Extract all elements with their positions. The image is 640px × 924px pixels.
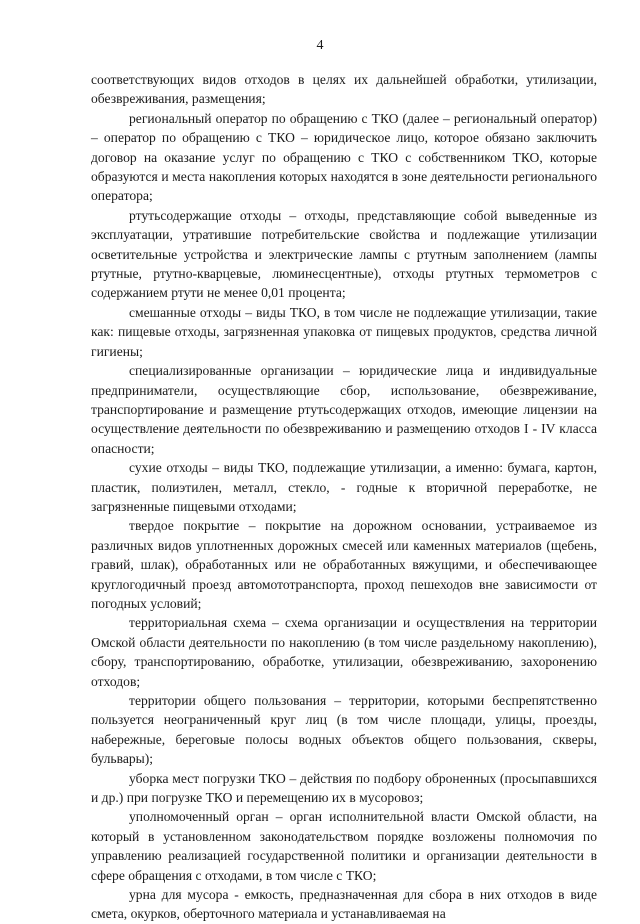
document-body [91,70,597,924]
paragraph-loading-cleanup: уборка мест погрузки ТКО – действия по подбору оброненных (просыпавшихся и др.) при погрузке ТКО и перемещению их в мусоровоз; [91,770,597,806]
paragraph-hard-surface: твердое покрытие – покрытие на дорожном основании, устраиваемое из различных видов уплотненных дорожных смесей или каменных материалов (щебень, гравий, шлак), обработанных или не обработанных вяжущими, и обеспечивающее круглогодичный проезд автомототранспорта, проход пешеходов вне зависимости от погодных условий; [91,518,597,611]
paragraph-territorial-scheme: территориальная схема – схема организации и осуществления на территории Омской области деятельности по накоплению (в том числе раздельному накоплению), сбору, транспортированию, обработке, утилизации, обезвреживанию, захоронению отходов; [91,615,597,689]
paragraph-authorized-body: уполномоченный орган – орган исполнительной власти Омской области, на который в установленном законодательством порядке возложены полномочия по управлению реализацией государственной политики и организации деятельности в сфере обращения с отходами, в том числе с ТКО; [91,809,597,883]
paragraph-mercury-waste: ртутьсодержащие отходы – отходы, представляющие собой выведенные из эксплуатации, утратившие потребительские свойства и подлежащие утилизации осветительные устройства и электрические лампы с ртутным заполнением (лампы ртутные, ртутно-кварцевые, люминесцентные), отходы ртутных термометров с содержанием ртути не менее 0,01 процента; [91,207,597,301]
paragraph-mixed-waste: смешанные отходы – виды ТКО, в том числе не подлежащие утилизации, такие как: пищевые отходы, загрязненная упаковка от пищевых продуктов, средства личной гигиены; [91,304,597,359]
paragraph-public-territories: территории общего пользования – территории, которыми беспрепятственно пользуется неограниченный круг лиц (в том числе площади, улицы, проезды, набережные, береговые полосы водных объектов общего пользования, скверы, бульвары); [91,693,597,767]
page-number: 4 [316,38,324,53]
paragraph-specialized-organizations: специализированные организации – юридические лица и индивидуальные предприниматели, осуществляющие сбор, использование, обезвреживание, транспортирование и размещение ртутьсодержащих отходов, имеющие лицензии на осуществление деятельности по обезвреживанию и размещению отходов I - IV класса опасности; [91,363,597,456]
paragraph-waste-bin: урна для мусора - емкость, предназначенная для сбора в них отходов в виде смета, окурков, оберточного материала и устанавливаемая на [91,887,597,922]
paragraph-dry-waste: сухие отходы – виды ТКО, подлежащие утилизации, а именно: бумага, картон, пластик, полиэтилен, металл, стекло, - годные к вторичной переработке, не загрязненные пищевыми отходами; [91,460,597,514]
paragraph-continuation: соответствующих видов отходов в целях их дальнейшей обработки, утилизации, обезвреживания, размещения; [91,72,597,107]
paragraph-regional-operator: региональный оператор по обращению с ТКО (далее – региональный оператор) – оператор по обращению с ТКО – юридическое лицо, которое обязано заключить договор на оказание услуг по обращению с ТКО с собственником ТКО, которые образуются и места накопления которых находятся в зоне деятельности регионального оператора; [91,110,597,204]
